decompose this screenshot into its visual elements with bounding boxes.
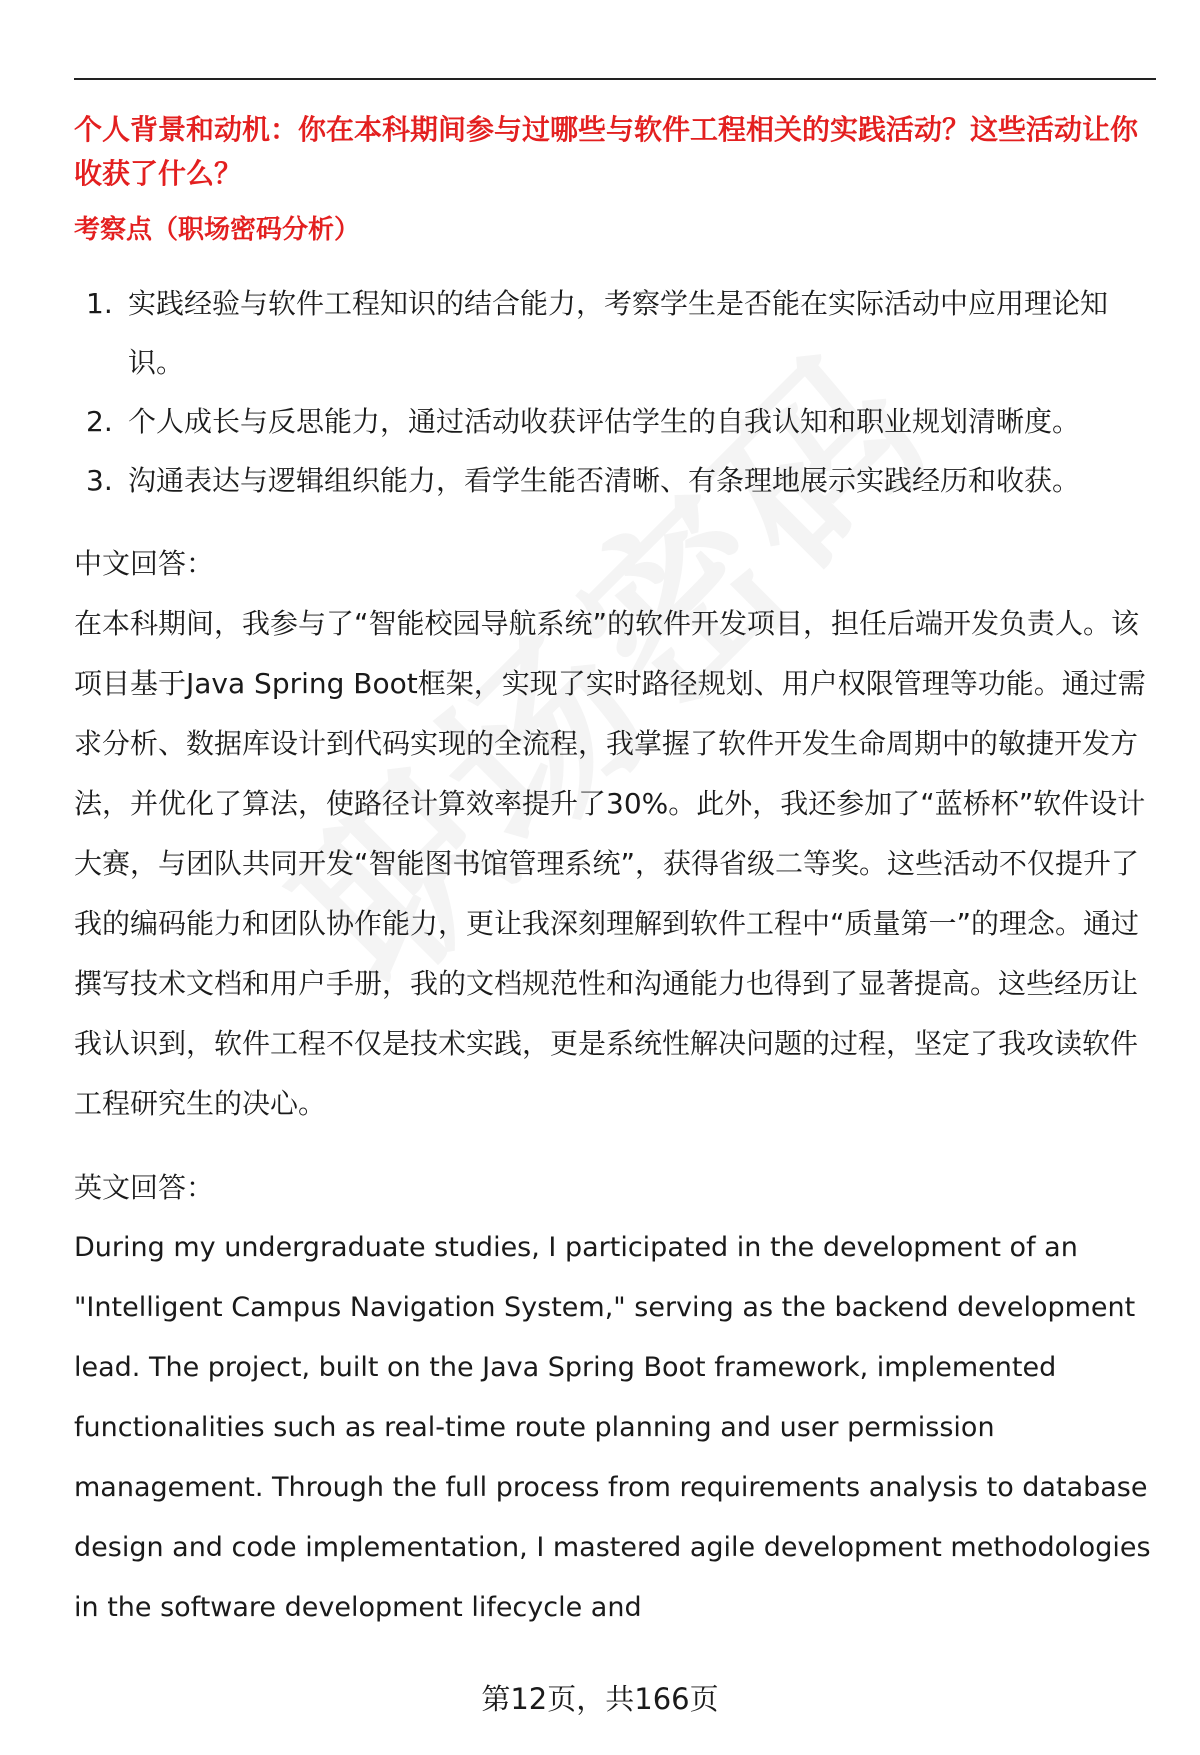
english-answer: During my undergraduate studies, I participated in the development of an "Intelligent Campus Navigation System," serving as the backend development lead. The project, built on the Java Spring Boot framework, implemented functionalities such as real-time route planning and user permission management. Through the full process from requirements analysis to database design and code implementation, I mastered agile development methodologies in the software development lifecycle and — [74, 1232, 1151, 1623]
point-text: 实践经验与软件工程知识的结合能力，考察学生是否能在实际活动中应用理论知识。 — [128, 287, 1109, 379]
page-indicator: 第12页，共166页 — [481, 1682, 719, 1716]
point-number: 2. — [86, 405, 113, 438]
point-text: 沟通表达与逻辑组织能力，看学生能否清晰、有条理地展示实践经历和收获。 — [128, 464, 1081, 497]
analysis-point — [74, 392, 1156, 451]
document-body — [74, 108, 1156, 1638]
analysis-points — [74, 274, 1156, 510]
analysis-point — [74, 451, 1156, 510]
top-rule — [74, 78, 1156, 80]
question-title: 个人背景和动机：你在本科期间参与过哪些与软件工程相关的实践活动？这些活动让你收获了什么？ — [74, 113, 1139, 190]
analysis-heading: 考察点（职场密码分析） — [74, 215, 361, 245]
english-answer-label: 英文回答： — [74, 1171, 215, 1204]
point-number: 3. — [86, 464, 113, 497]
analysis-point — [74, 274, 1156, 392]
chinese-answer: 在本科期间，我参与了“智能校园导航系统”的软件开发项目，担任后端开发负责人。该项目基于Java Spring Boot框架，实现了实时路径规划、用户权限管理等功能。通过需求分析、数据库设计到代码实现的全流程，我掌握了软件开发生命周期中的敏捷开发方法，并优化了算法，使路径计算效率提升了30%。此外，我还参加了“蓝桥杯”软件设计大赛，与团队共同开发“智能图书馆管理系统”，获得省级二等奖。这些活动不仅提升了我的编码能力和团队协作能力，更让我深刻理解到软件工程中“质量第一”的理念。通过撰写技术文档和用户手册，我的文档规范性和沟通能力也得到了显著提高。这些经历让我认识到，软件工程不仅是技术实践，更是系统性解决问题的过程，坚定了我攻读软件工程研究生的决心。 — [74, 607, 1146, 1120]
point-text: 个人成长与反思能力，通过活动收获评估学生的自我认知和职业规划清晰度。 — [128, 405, 1081, 438]
chinese-answer-label: 中文回答： — [74, 547, 215, 580]
point-number: 1. — [86, 287, 113, 320]
